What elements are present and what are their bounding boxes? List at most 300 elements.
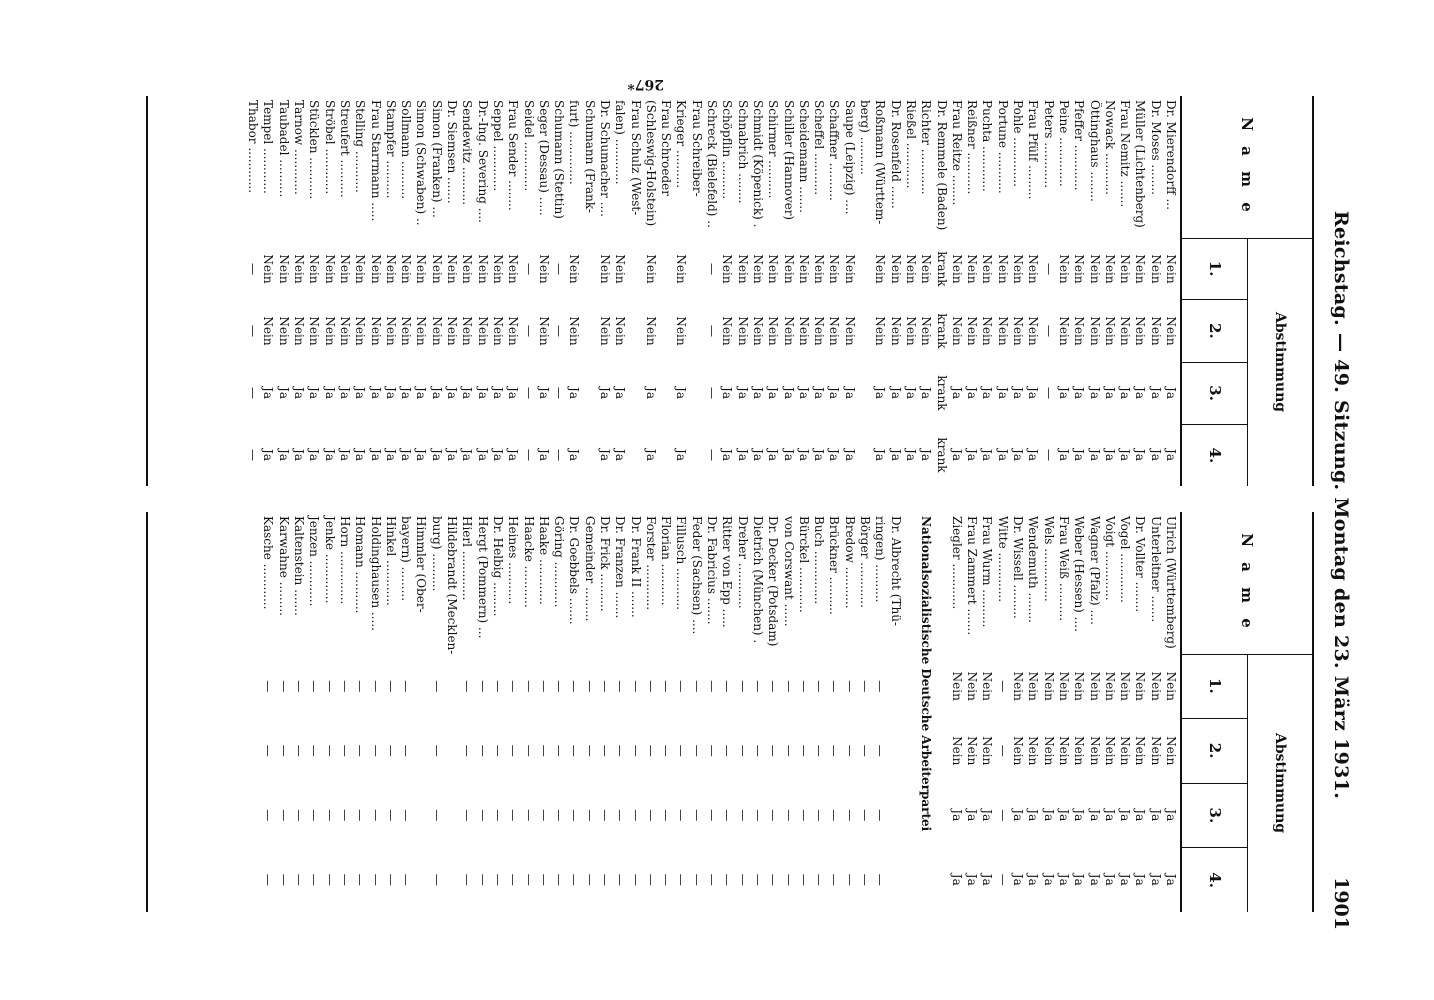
vote-cell-2: Nein (903, 316, 918, 346)
table-row (964, 512, 979, 912)
member-name: Sendewitz .......... (460, 100, 475, 206)
member-name: Wendemuth ........ (1026, 516, 1041, 623)
vote-cell-2: — (552, 325, 567, 337)
vote-cell-3: — (766, 809, 781, 822)
vote-cell-2: Nein (399, 316, 414, 346)
member-name: Wagner (Pfalz) .... (1087, 516, 1102, 625)
vote-cell-3: — (613, 809, 628, 822)
vote-cell-1: — (643, 680, 658, 693)
member-name: Portune ........... (995, 100, 1010, 194)
vote-cell-3: Ja (720, 387, 735, 399)
member-name: Dr. Frank II ....... (628, 516, 643, 618)
vote-cell-1: — (796, 680, 811, 693)
member-name: Ulrich (Württemberg) (1164, 516, 1178, 649)
vote-cell-3: — (276, 809, 291, 822)
vote-cell-2 (689, 300, 704, 362)
member-name: Thabor ............ (246, 100, 261, 194)
vote-cell-1 (857, 238, 872, 300)
vote-cell-1: Nein (475, 254, 490, 284)
vote-cell-2: Nein (383, 316, 398, 346)
vote-cell-1: — (674, 680, 689, 693)
vote-cell-3: Ja (1011, 387, 1026, 399)
vote-cell-1: Nein (307, 254, 322, 284)
vote-cell-2: — (383, 744, 398, 757)
table-header (1180, 512, 1312, 912)
table-row (658, 96, 673, 486)
table-row (1102, 512, 1117, 912)
vote-cell-4: — (705, 449, 720, 461)
member-name: Müller (Lichtenberg) (1133, 100, 1148, 228)
vote-cell-4: — (858, 873, 873, 886)
vote-cell-2: Nein (750, 316, 765, 346)
vote-cell-2 (627, 300, 642, 362)
vote-cell-1: Nein (337, 254, 352, 284)
vote-cell-2: — (460, 744, 475, 757)
vote-cell-3: Ja (506, 387, 521, 399)
vote-cell-3: Ja (949, 387, 964, 399)
vote-cell-2: Nein (307, 316, 322, 346)
vote-cell-3: Ja (1026, 387, 1041, 399)
member-name: Frau Schroeder (659, 100, 674, 197)
vote-cell-1: — (307, 680, 322, 693)
vote-cell-3: Ja (949, 809, 964, 822)
vote-cell-1: — (720, 680, 735, 693)
table-row (704, 512, 719, 912)
vote-cell-1: Nein (720, 254, 735, 284)
member-name: Tempel ............ (261, 100, 276, 194)
vote-cell-1: Nein (965, 671, 980, 701)
vote-cell-3: Ja (1164, 809, 1178, 822)
vote-cell-1: — (429, 680, 444, 693)
table-row (1025, 96, 1040, 486)
vote-cell-1: — (705, 263, 720, 275)
member-name: Schmidt (Köpenick) . (750, 100, 765, 228)
vote-cell-3: Ja (383, 387, 398, 399)
vote-cell-1: Nein (1102, 254, 1117, 284)
vote-cell-3: — (858, 809, 873, 822)
member-name: Simon (Schwaben) .. (414, 100, 429, 226)
vote-cell-3: — (796, 809, 811, 822)
vote-cell-3: — (490, 809, 505, 822)
table-row (306, 96, 321, 486)
member-name: Stücklen ........... (307, 100, 322, 200)
vote-cell-4: krank (934, 437, 949, 473)
vote-cell-4: Ja (414, 449, 429, 461)
member-name: Haake ............ (536, 516, 551, 605)
vote-cell-4: — (460, 873, 475, 886)
member-name: Brückner .......... (827, 516, 842, 615)
vote-cell-4: — (261, 873, 276, 886)
vote-cell-2: — (750, 744, 765, 757)
table-row (627, 96, 642, 486)
table-row (765, 96, 780, 486)
vote-cell-2 (903, 719, 918, 784)
table-row (841, 512, 856, 912)
vote-cell-1: Nein (1164, 254, 1178, 284)
vote-cell-3: Ja (965, 809, 980, 822)
vote-cell-4: — (705, 873, 720, 886)
member-name: Himmler (Ober- (414, 516, 429, 613)
table-row (765, 512, 780, 912)
vote-cell-4: Ja (903, 449, 918, 461)
vote-cell-3: — (567, 809, 582, 822)
vote-cell-1: Nein (1011, 254, 1026, 284)
table-row (780, 512, 795, 912)
vote-cell-2: — (429, 744, 444, 757)
member-name: Reißner ........... (965, 100, 980, 195)
vote-cell-1: Nein (1164, 671, 1178, 701)
vote-col-2-header: 2. (1182, 300, 1248, 362)
vote-cell-3 (887, 783, 902, 848)
vote-cell-1: — (613, 680, 628, 693)
table-row (796, 512, 811, 912)
member-name: ringen) .......... (873, 516, 888, 603)
member-name: Frau Weiß .......... (1056, 516, 1071, 622)
table-row (581, 512, 596, 912)
vote-cell-3: Ja (429, 387, 444, 399)
vote-cell-3: — (337, 809, 352, 822)
vote-cell-4: Ja (796, 449, 811, 461)
member-name: Schiller (Hannover) (781, 100, 796, 221)
vote-cell-4: Ja (536, 449, 551, 461)
vote-cell-4: — (842, 873, 857, 886)
vote-cell-3 (444, 783, 459, 848)
vote-cell-4: Ja (766, 449, 781, 461)
vote-cell-3: Ja (1148, 387, 1163, 399)
member-name: Dr. Vollter ........ (1133, 516, 1148, 613)
vote-cell-2: — (322, 744, 337, 757)
vote-cell-4: — (750, 873, 765, 886)
table-row (1163, 512, 1178, 912)
page-number: 1901 (1330, 877, 1352, 930)
vote-cell-3: — (598, 809, 613, 822)
vote-cell-3: Ja (1102, 387, 1117, 399)
vote-cell-1: Nein (949, 254, 964, 284)
vote-cell-2: Nein (949, 736, 964, 766)
member-name: Ritter von Epp ..... (720, 516, 735, 628)
table-row (704, 96, 719, 486)
vote-cell-3: — (995, 809, 1010, 822)
member-name: von Corswant ...... (781, 516, 796, 627)
member-name: Streufert .......... (337, 100, 352, 198)
vote-col-4-header: 4. (1206, 872, 1224, 888)
name-column-header: N a m e (1182, 96, 1312, 239)
vote-cell-4: — (689, 873, 704, 886)
member-name: Frau Wurm .......... (980, 516, 995, 628)
vote-cell-1 (627, 238, 642, 300)
vote-cell-2: krank (934, 313, 949, 349)
table-row (1056, 96, 1071, 486)
vote-cell-2: Nein (781, 316, 796, 346)
member-name: Feder (Sachsen) .... (689, 516, 704, 635)
vote-cell-2: Nein (888, 316, 903, 346)
vote-cell-3: Ja (1041, 809, 1056, 822)
member-name: Hinkel ............ (383, 516, 398, 606)
vote-cell-4: Ja (506, 449, 521, 461)
member-name: burg) .......... (429, 516, 444, 592)
vote-cell-1: Nein (1026, 671, 1041, 701)
vote-header-group (1182, 238, 1312, 486)
member-name: Frau Nemitz ....... (1118, 100, 1133, 208)
table-row (337, 96, 352, 486)
vote-cell-3: — (536, 809, 551, 822)
vote-cell-3: krank (934, 375, 949, 411)
table-row (490, 512, 505, 912)
table-row (887, 512, 902, 912)
vote-cell-2: Nein (965, 316, 980, 346)
vote-cell-3: Ja (1072, 387, 1087, 399)
member-name: Pohle ............. (1011, 100, 1026, 187)
member-name: Schreck (Bielefeld) .. (705, 100, 720, 228)
table-row (367, 512, 382, 912)
vote-cell-1: Nein (460, 254, 475, 284)
vote-cell-1 (933, 654, 948, 719)
vote-cell-4: Ja (919, 449, 934, 461)
vote-cell-2: — (399, 744, 414, 757)
table-row (994, 512, 1009, 912)
vote-cell-4: — (781, 873, 796, 886)
table-row (689, 512, 704, 912)
member-name: Puchta ............ (980, 100, 995, 192)
vote-cell-2: Nein (475, 316, 490, 346)
vote-cell-3: — (506, 809, 521, 822)
vote-cell-2 (933, 719, 948, 784)
vote-cell-3: Ja (827, 387, 842, 399)
table-row (551, 96, 566, 486)
vote-cell-2: Nein (414, 316, 429, 346)
vote-cell-2: — (567, 744, 582, 757)
vote-cell-2: Nein (720, 316, 735, 346)
member-name: Dr. Mierendorff ... (1164, 100, 1178, 210)
vote-cell-3: Ja (1133, 809, 1148, 822)
table-row (413, 96, 428, 486)
table-row (260, 96, 275, 486)
member-name: Wels .............. (1041, 516, 1056, 602)
vote-col-1-header: 1. (1182, 654, 1248, 719)
member-name: Frau Zammert ....... (965, 516, 980, 636)
vote-cell-4: Ja (1072, 873, 1087, 886)
vote-cell-3: Ja (1164, 387, 1178, 399)
vote-cell-4: Ja (1102, 873, 1117, 886)
vote-cell-1: Nein (965, 254, 980, 284)
vote-cell-1: Nein (827, 254, 842, 284)
vote-cell-1: Nein (1026, 254, 1041, 284)
table-row (612, 512, 627, 912)
vote-cell-4 (903, 848, 918, 913)
member-name: bayern) ......... (399, 516, 414, 602)
table-row (612, 96, 627, 486)
vote-cell-2: Nein (1102, 736, 1117, 766)
vote-cell-3: Ja (781, 387, 796, 399)
vote-cell-2: Nein (949, 316, 964, 346)
member-name: Schirmer .......... (766, 100, 781, 199)
vote-cell-4: Ja (399, 449, 414, 461)
vote-cell-1: Nein (1011, 671, 1026, 701)
vote-cell-2: Nein (1148, 316, 1163, 346)
vote-header: Abstimmung (1247, 238, 1312, 486)
vote-cell-4: Ja (1118, 873, 1133, 886)
vote-cell-2: Nein (1164, 736, 1178, 766)
vote-cell-4: Ja (750, 449, 765, 461)
vote-cell-4: Ja (307, 449, 322, 461)
vote-cell-2: Nein (613, 316, 628, 346)
vote-cell-3: Ja (1087, 809, 1102, 822)
vote-cell-1: — (353, 680, 368, 693)
vote-cell-3: Ja (337, 387, 352, 399)
vote-cell-2: — (506, 744, 521, 757)
vote-cell-3: — (322, 809, 337, 822)
vote-cell-4: — (582, 873, 597, 886)
table-row (566, 96, 581, 486)
vote-cell-2: Nein (1026, 316, 1041, 346)
vote-cell-4: — (307, 873, 322, 886)
member-name: Frau Starrmann ..... (368, 100, 383, 222)
vote-cell-3: Ja (1102, 809, 1117, 822)
vote-cell-2: Nein (1072, 316, 1087, 346)
vote-cell-3 (903, 783, 918, 848)
table-row (1040, 512, 1055, 912)
member-name: Hildebrandt (Mecklen- (445, 516, 460, 654)
vote-cell-4: — (1041, 449, 1056, 461)
vote-cell-3: Ja (735, 387, 750, 399)
vote-cell-3: Ja (980, 387, 995, 399)
member-name: Dr. Remmele (Baden) (934, 100, 949, 231)
vote-cell-2: Nein (490, 316, 505, 346)
table-row (643, 96, 658, 486)
vote-cell-4: — (490, 873, 505, 886)
vote-cell-4: Ja (873, 449, 888, 461)
vote-cell-3: Ja (842, 387, 857, 399)
vote-cell-1 (658, 238, 673, 300)
vote-cell-4: Ja (735, 449, 750, 461)
vote-cell-3: Ja (536, 387, 551, 399)
vote-cell-3: Ja (460, 387, 475, 399)
vote-cell-3: — (674, 809, 689, 822)
vote-cell-4: — (521, 449, 536, 461)
vote-cell-3: Ja (322, 387, 337, 399)
vote-cell-2: Nein (1011, 736, 1026, 766)
vote-cell-3: — (812, 809, 827, 822)
table-row (337, 512, 352, 912)
vote-cell-1: — (322, 680, 337, 693)
vote-cell-2: Nein (1087, 736, 1102, 766)
vote-cell-1: Nein (1041, 671, 1056, 701)
vote-cell-3: Ja (276, 387, 291, 399)
vote-cell-4: — (628, 873, 643, 886)
vote-cell-1: Nein (445, 254, 460, 284)
member-name: Frau Sender ........ (506, 100, 521, 211)
member-name: furt) .............. (567, 100, 582, 185)
member-name: Fillusch ........... (674, 516, 689, 610)
member-name: Scheffel ........... (812, 100, 827, 196)
vote-cell-2: Nein (827, 316, 842, 346)
vote-cell-2: Nein (796, 316, 811, 346)
vote-table-right (146, 512, 1314, 912)
vote-cell-4: Ja (383, 449, 398, 461)
vote-cell-2: Nein (460, 316, 475, 346)
table-row (1086, 512, 1101, 912)
table-row (321, 96, 336, 486)
member-name: Pfeffer ............ (1072, 100, 1087, 191)
vote-cell-1: Nein (414, 254, 429, 284)
vote-cell-4: — (735, 873, 750, 886)
vote-cell-3: Ja (368, 387, 383, 399)
vote-header: Abstimmung (1247, 654, 1312, 912)
vote-cell-4: Ja (827, 449, 842, 461)
table-row (1102, 96, 1117, 486)
vote-cell-3: — (383, 809, 398, 822)
vote-cell-2: — (353, 744, 368, 757)
vote-cell-4: Ja (1041, 873, 1056, 886)
vote-cell-1: Nein (353, 254, 368, 284)
member-name: Weber (Hessen) .... (1072, 516, 1087, 632)
vote-cell-1: Nein (536, 254, 551, 284)
vote-cell-3: Ja (414, 387, 429, 399)
vote-cell-2: Nein (1102, 316, 1117, 346)
vote-cell-4: — (720, 873, 735, 886)
vote-cell-2: — (873, 744, 888, 757)
vote-cell-4: Ja (720, 449, 735, 461)
vote-cell-1: — (873, 680, 888, 693)
table-header (1180, 96, 1312, 486)
vote-cell-4: — (766, 873, 781, 886)
vote-cell-4: Ja (1133, 449, 1148, 461)
vote-cell-2: Nein (598, 316, 613, 346)
table-row (903, 96, 918, 486)
vote-cell-2: — (521, 325, 536, 337)
table-row (260, 512, 275, 912)
member-name: Sollmann .......... (399, 100, 414, 200)
vote-cell-3 (627, 362, 642, 424)
vote-cell-1: Nein (980, 254, 995, 284)
vote-cell-3: Ja (1087, 387, 1102, 399)
vote-header-group (1182, 654, 1312, 912)
vote-cell-1: Nein (1118, 671, 1133, 701)
table-row (474, 512, 489, 912)
vote-cell-3: Ja (873, 387, 888, 399)
member-name: Schaffner .......... (827, 100, 842, 201)
table-row (1147, 96, 1162, 486)
vote-cell-1: Nein (598, 254, 613, 284)
member-name: Buch .............. (812, 516, 827, 605)
vote-cell-1: Nein (429, 254, 444, 284)
vote-cell-4: Ja (980, 873, 995, 886)
vote-cell-4: Ja (888, 449, 903, 461)
vote-cell-2: — (643, 744, 658, 757)
vote-cell-4: — (796, 873, 811, 886)
vote-cell-1: — (399, 680, 414, 693)
table-row (566, 512, 581, 912)
table-row (490, 96, 505, 486)
table-row (734, 512, 749, 912)
vote-cell-4: Ja (965, 873, 980, 886)
vote-cell-1: Nein (812, 254, 827, 284)
vote-cell-1: — (995, 680, 1010, 693)
member-name: Taubadel .......... (276, 100, 291, 198)
vote-cell-2 (887, 719, 902, 784)
vote-cell-2: — (705, 325, 720, 337)
vote-cell-2: Nein (1056, 736, 1071, 766)
member-name: Bürckel ............ (796, 516, 811, 613)
vote-cell-3: — (307, 809, 322, 822)
vote-cell-4: Ja (781, 449, 796, 461)
vote-cell-4: Ja (475, 449, 490, 461)
vote-cell-2: — (735, 744, 750, 757)
vote-cell-2: Nein (873, 316, 888, 346)
vote-cell-3: Ja (399, 387, 414, 399)
vote-cell-1: — (858, 680, 873, 693)
vote-cell-1: — (383, 680, 398, 693)
